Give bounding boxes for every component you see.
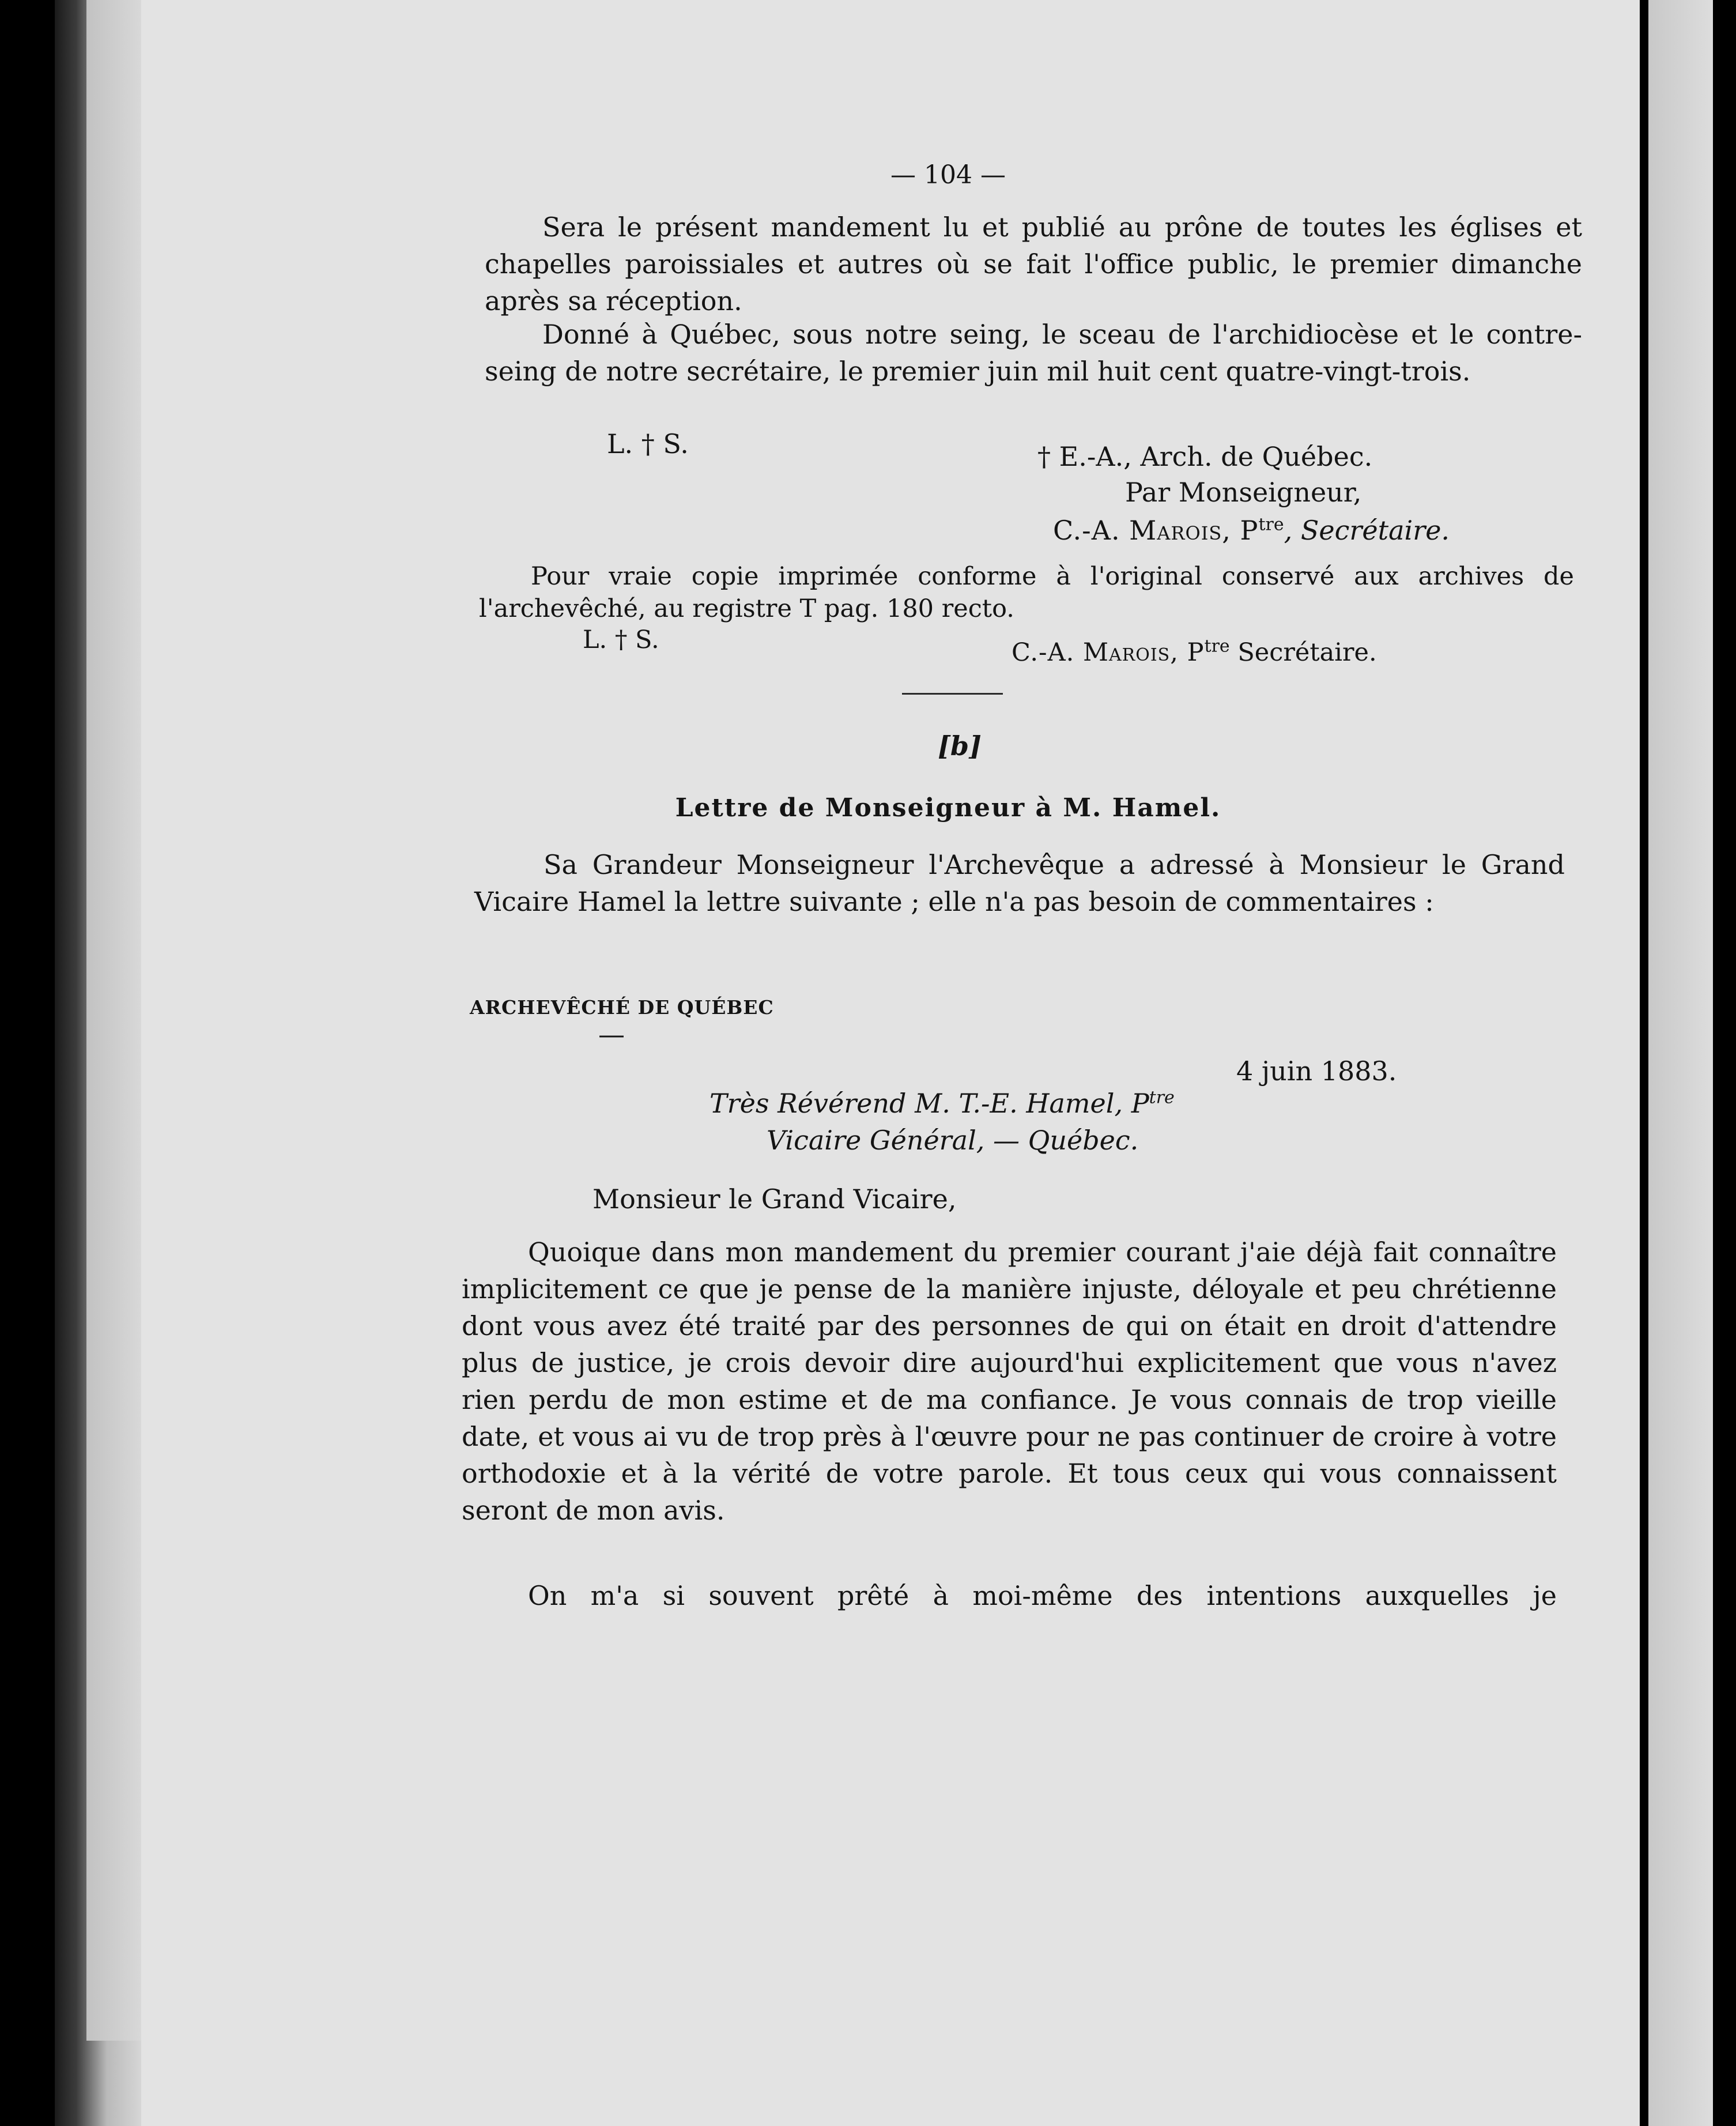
scanned-page xyxy=(141,0,1640,2126)
address-superscript: tre xyxy=(1149,1087,1175,1108)
page-number: — 104 — xyxy=(890,160,1006,190)
paragraph-introduction: Sa Grandeur Monseigneur l'Archevêque a adressé à Monsieur le Grand Vicaire Hamel la lettre suivante ; elle n'a pas besoin de commentaires : xyxy=(474,849,1565,917)
signature-by-monseigneur: Par Monseigneur, xyxy=(1125,477,1362,508)
secretary-name: C.-A. Marois, P xyxy=(1053,515,1259,546)
next-page-edge xyxy=(1648,0,1713,2126)
paragraph-given-at: Donné à Québec, sous notre seing, le sceau de l'archidiocèse et le contre-seing de notre secrétaire, le premier juin mil huit cent quatre-vingt-trois. xyxy=(485,319,1582,387)
letterhead-dash: — xyxy=(598,1019,625,1050)
address-line-2: Vicaire Général, — Québec. xyxy=(767,1125,1139,1156)
signature-secretary-copy xyxy=(1012,634,1377,671)
seal-mark-1: L. † S. xyxy=(607,428,689,459)
letter-heading: Lettre de Monseigneur à M. Hamel. xyxy=(675,793,1221,823)
previous-pages-edge xyxy=(86,0,143,2041)
address-line-1 xyxy=(710,1085,1175,1122)
secretary-copy-superscript: tre xyxy=(1204,636,1230,657)
letter-date: 4 juin 1883. xyxy=(1236,1056,1397,1087)
signature-secretary xyxy=(1053,512,1450,549)
paragraph-letter-body: Quoique dans mon mandement du premier courant j'aie déjà fait connaître implicitement ce que je pense de la manière injuste, déloyale et peu chrétienne dont vous avez été traité par des personnes de qui on était en droit d'attendre plus de justice, je crois devoir dire aujourd'hui explicitement que vous n'avez rien perdu de mon estime et de ma confiance. Je vous connais de trop vieille date, et vous ai vu de trop près à l'œuvre pour ne pas continuer de croire à votre orthodoxie et à la vérité de votre parole. Et tous ceux qui vous connaissent seront de mon avis. xyxy=(462,1237,1557,1526)
page-text xyxy=(141,0,1640,2126)
paragraph-letter-continuation: On m'a si souvent prêté à moi-même des intentions auxquelles je xyxy=(528,1580,1557,1611)
page-gutter xyxy=(1640,0,1648,2126)
letterhead: ARCHEVÊCHÉ DE QUÉBEC xyxy=(470,996,774,1019)
secretary-superscript: tre xyxy=(1258,514,1284,535)
secretary-title: , Secrétaire. xyxy=(1284,515,1450,546)
paragraph-publication: Sera le présent mandement lu et publié au prône de toutes les églises et chapelles paroissiales et autres où se fait l'office public, le premier dimanche après sa réception. xyxy=(485,212,1582,316)
section-divider xyxy=(902,693,1003,695)
salutation: Monsieur le Grand Vicaire, xyxy=(592,1183,957,1215)
signature-archbishop: † E.-A., Arch. de Québec. xyxy=(1037,441,1373,472)
seal-mark-2: L. † S. xyxy=(583,625,659,654)
secretary-copy-name: C.-A. Marois, P xyxy=(1012,638,1205,667)
paragraph-true-copy: Pour vraie copie imprimée conforme à l'original conservé aux archives de l'archevêché, au registre T pag. 180 recto. xyxy=(479,562,1574,623)
section-marker: [b] xyxy=(938,730,982,762)
secretary-copy-title: Secrétaire. xyxy=(1229,638,1377,667)
address-name: Très Révérend M. T.-E. Hamel, P xyxy=(710,1088,1149,1119)
